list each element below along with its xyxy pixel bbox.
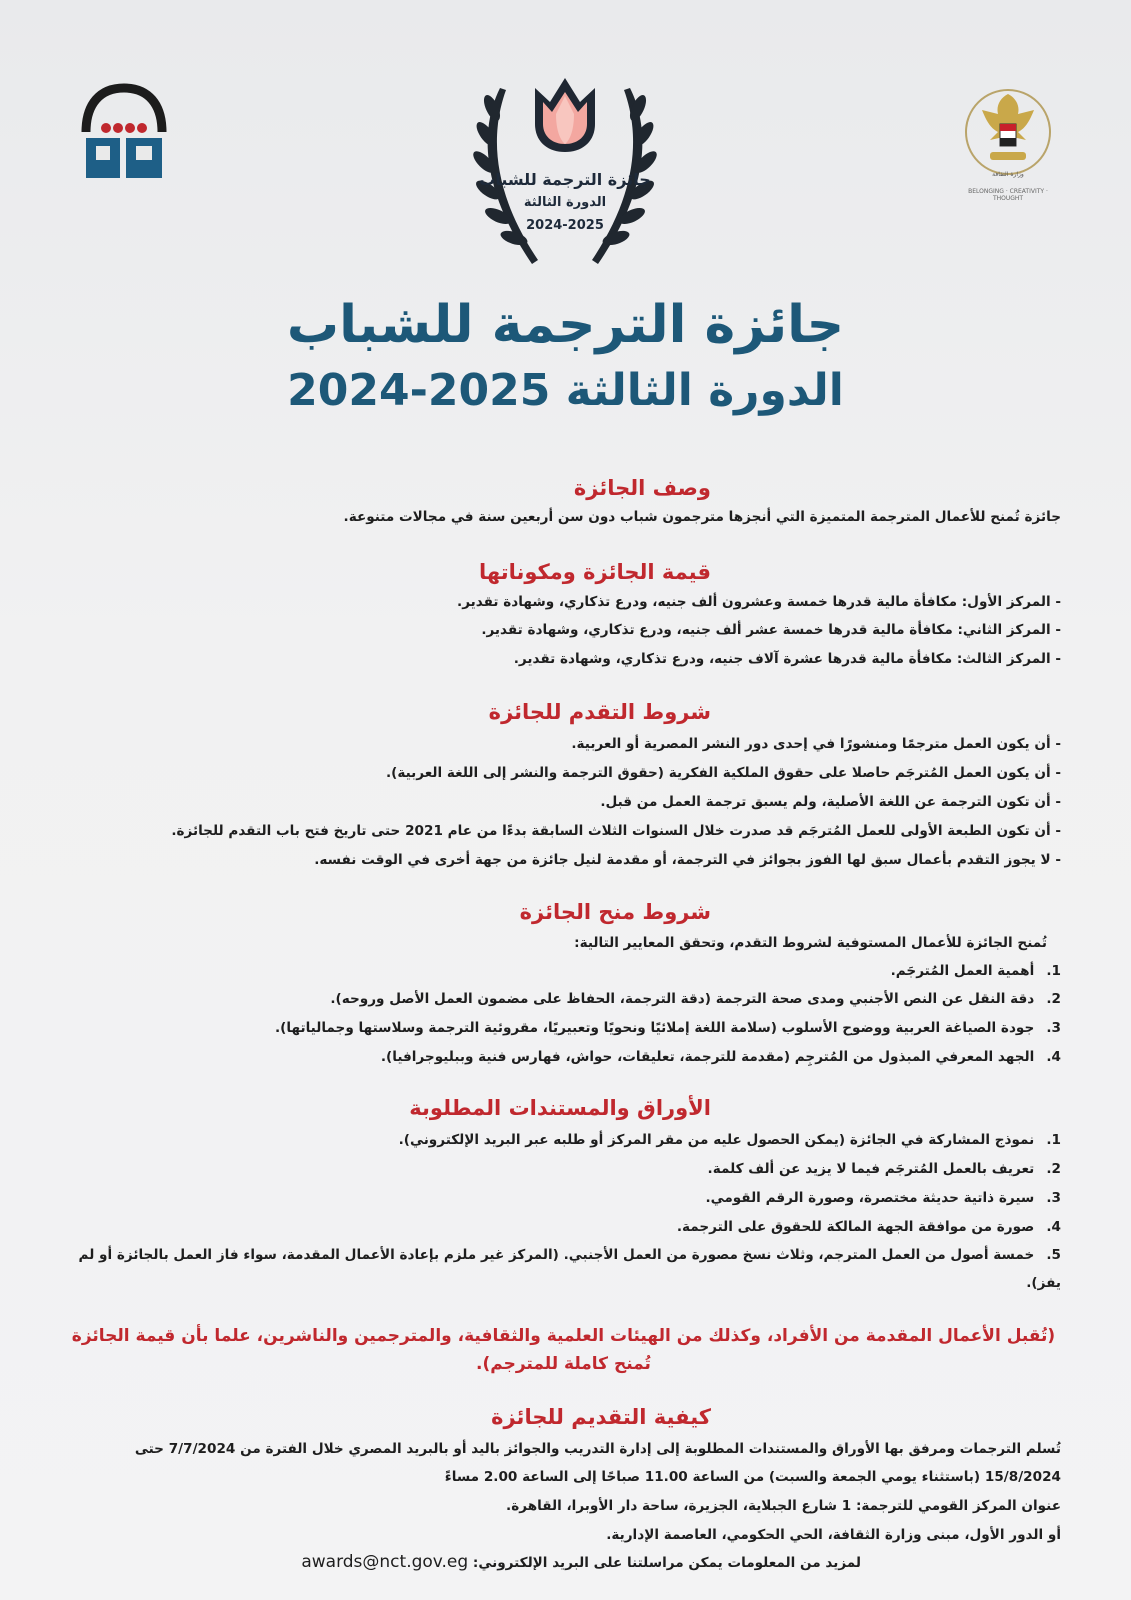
award-emblem: [440, 68, 690, 268]
apply-line: 15/8/2024 (باستثناء يومي الجمعة والسبت) من الساعة 11.00 صباحًا إلى الساعة 2.00 مساءً: [444, 1469, 1061, 1485]
condition-item: - أن تكون الطبعة الأولى للعمل المُترجَم قد صدرت خلال السنوات الثلاث السابقة بدءًا من عام 2021 حتى تاريخ فتح باب التقدم للجائزة.: [171, 823, 1061, 839]
criteria-intro: تُمنح الجائزة للأعمال المستوفية لشروط التقدم، وتحقق المعايير التالية:: [574, 935, 1047, 951]
value-heading: قيمة الجائزة ومكوناتها: [478, 560, 711, 584]
description-heading: وصف الجائزة: [573, 476, 711, 500]
criteria-item: [66, 960, 1061, 982]
document-number: 4.: [1046, 1219, 1061, 1235]
contact-email-link[interactable]: awards@nct.gov.eg: [301, 1552, 469, 1572]
apply-line: تُسلم الترجمات ومرفق بها الأوراق والمستندات المطلوبة إلى إدارة التدريب والجوائز باليد أو بالبريد المصري خلال الفترة من 7/7/2024 حتى: [134, 1441, 1061, 1457]
apply-heading: كيفية التقديم للجائزة: [491, 1405, 711, 1429]
criteria-heading: شروط منح الجائزة: [519, 900, 711, 924]
contact-line: [161, 1551, 861, 1574]
apply-address-alt: أو الدور الأول، مبنى وزارة الثقافة، الحي الحكومي، العاصمة الإدارية.: [606, 1527, 1061, 1543]
emblem-award-name: جائزة الترجمة للشباب: [479, 170, 651, 189]
document-text: سيرة ذاتية حديثة مختصرة، وصورة الرقم القومي.: [705, 1190, 1035, 1206]
criteria-item: [66, 1017, 1061, 1039]
value-item: - المركز الثالث: مكافأة مالية قدرها عشرة آلاف جنيه، ودرع تذكاري، وشهادة تقدير.: [513, 651, 1061, 667]
acceptance-note: (تُقبل الأعمال المقدمة من الأفراد، وكذلك من الهيئات العلمية والثقافية، والمترجمين والناشرين، علما بأن قيمة الجائزة تُمنح كاملة للمترجم).: [71, 1326, 1056, 1374]
condition-item: - لا يجوز التقدم بأعمال سبق لها الفوز بجوائز في الترجمة، أو مقدمة لنيل جائزة من جهة أخرى في الوقت نفسه.: [314, 852, 1061, 868]
document-text: صورة من موافقة الجهة المالكة للحقوق على الترجمة.: [676, 1219, 1035, 1235]
document-text: خمسة أصول من العمل المترجم، وثلاث نسخ مصورة من العمل الأجنبي. (المركز غير ملزم بإعادة الأعمال المقدمة، سواء فاز العمل بالجائزة أو لم يفز).: [78, 1247, 1061, 1291]
apply-address: عنوان المركز القومي للترجمة: 1 شارع الجبلاية، الجزيرة، ساحة دار الأوبرا، القاهرة.: [506, 1498, 1061, 1514]
condition-item: - أن تكون الترجمة عن اللغة الأصلية، ولم يسبق ترجمة العمل من قبل.: [600, 794, 1061, 810]
eagle-emblem-icon: [960, 80, 1056, 186]
criteria-text: دقة النقل عن النص الأجنبي ومدى صحة الترجمة (دقة الترجمة، الحفاظ على مضمون العمل الأصل وروحه).: [330, 991, 1035, 1007]
document-text: تعريف بالعمل المُترجَم فيما لا يزيد عن ألف كلمة.: [707, 1161, 1035, 1177]
document-item: [66, 1129, 1061, 1151]
criteria-number: 1.: [1046, 963, 1061, 979]
nct-logo: [78, 74, 170, 186]
criteria-text: الجهد المعرفي المبذول من المُترجِم (مقدمة للترجمة، تعليقات، حواش، فهارس فنية وببليوجرافيا).: [380, 1049, 1035, 1065]
conditions-heading: شروط التقدم للجائزة: [488, 700, 711, 724]
laurel-tulip-icon: [440, 68, 690, 268]
value-item: - المركز الأول: مكافأة مالية قدرها خمسة وعشرون ألف جنيه، ودرع تذكاري، وشهادة تقدير.: [457, 594, 1061, 610]
value-item: - المركز الثاني: مكافأة مالية قدرها خمسة عشر ألف جنيه، ودرع تذكاري، وشهادة تقدير.: [481, 622, 1061, 638]
criteria-text: جودة الصياغة العربية ووضوح الأسلوب (سلامة اللغة إملائيًا ونحويًا وتعبيريًا، مقروئية الترجمة وسلاستها وجمالياتها).: [275, 1020, 1035, 1036]
nct-emblem-icon: [78, 74, 170, 186]
document-item: [66, 1158, 1061, 1180]
ministry-of-culture-logo: [960, 80, 1056, 200]
documents-heading: الأوراق والمستندات المطلوبة: [409, 1096, 711, 1120]
document-item: [66, 1241, 1061, 1297]
page-title: جائزة الترجمة للشباب: [286, 295, 845, 355]
document-text: نموذج المشاركة في الجائزة (يمكن الحصول عليه من مقر المركز أو طلبه عبر البريد الإلكتروني).: [398, 1132, 1035, 1148]
criteria-number: 2.: [1046, 991, 1061, 1007]
emblem-years: 2024-2025: [526, 218, 604, 233]
criteria-text: أهمية العمل المُترجَم.: [890, 963, 1035, 979]
criteria-item: [66, 988, 1061, 1010]
document-item: [66, 1216, 1061, 1238]
contact-prefix: لمزيد من المعلومات يمكن مراسلتنا على البريد الإلكتروني:: [472, 1555, 861, 1571]
document-number: 3.: [1046, 1190, 1061, 1206]
document-item: [66, 1187, 1061, 1209]
page-subtitle: الدورة الثالثة 2025-2024: [287, 365, 844, 416]
condition-item: - أن يكون العمل مترجمًا ومنشورًا في إحدى دور النشر المصرية أو العربية.: [571, 736, 1061, 752]
document-number: 2.: [1046, 1161, 1061, 1177]
criteria-number: 3.: [1046, 1020, 1061, 1036]
emblem-edition: الدورة الثالثة: [523, 195, 607, 210]
description-text: جائزة تُمنح للأعمال المترجمة المتميزة التي أنجزها مترجمون شباب دون سن أربعين سنة في مجالات متنوعة.: [343, 509, 1061, 525]
criteria-number: 4.: [1046, 1049, 1061, 1065]
svg-text:وزارة الثقافة: وزارة الثقافة: [992, 171, 1024, 178]
ministry-caption: BELONGING · CREATIVITY · THOUGHT: [968, 188, 1048, 202]
criteria-item: [66, 1046, 1061, 1068]
document-number: 5.: [1046, 1247, 1061, 1263]
document-number: 1.: [1046, 1132, 1061, 1148]
condition-item: - أن يكون العمل المُترجَم حاصلا على حقوق الملكية الفكرية (حقوق الترجمة والنشر إلى اللغة العربية).: [386, 765, 1061, 781]
